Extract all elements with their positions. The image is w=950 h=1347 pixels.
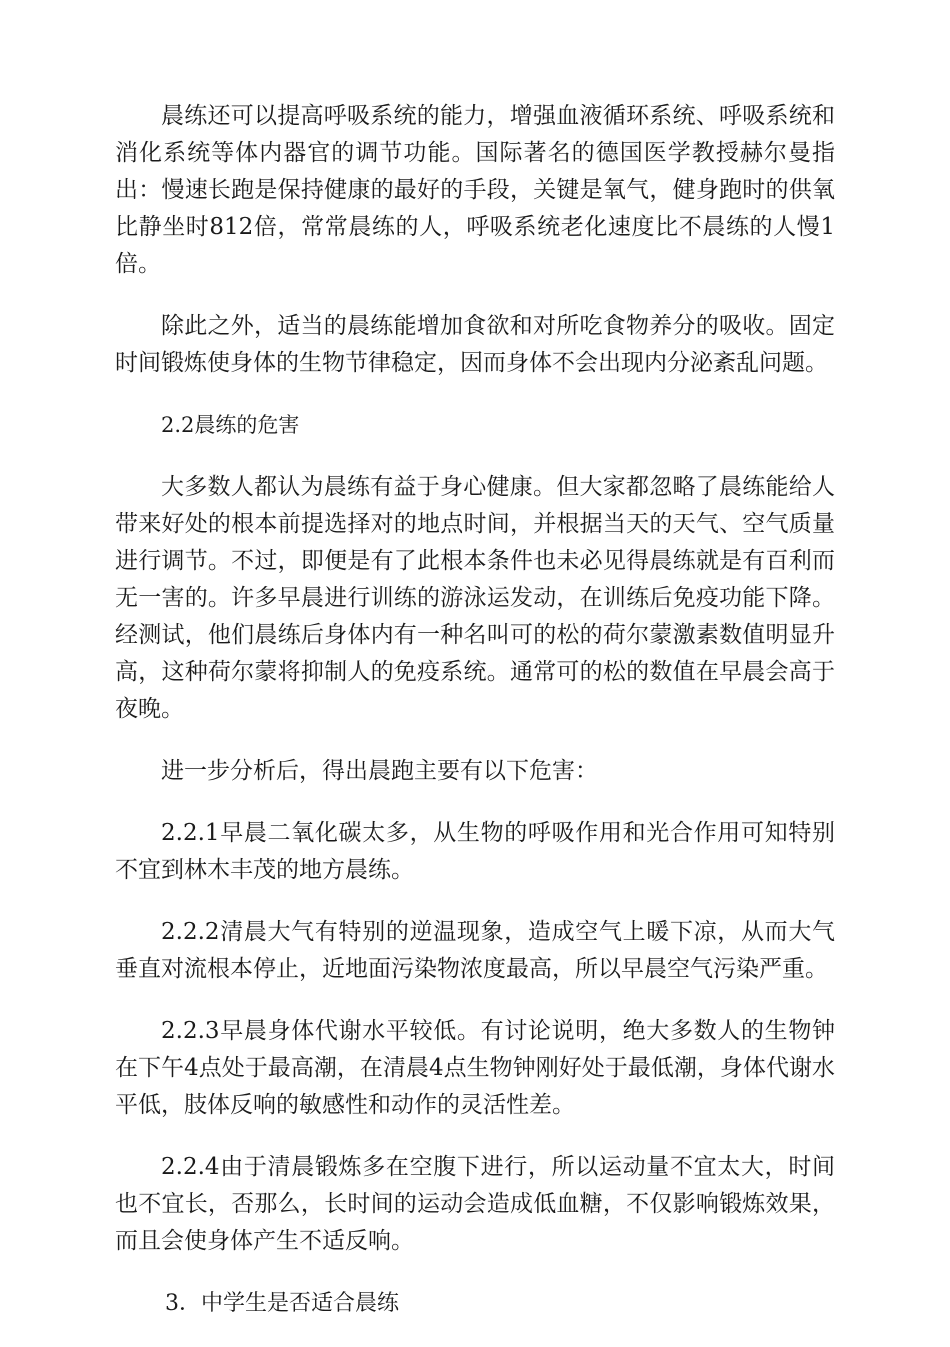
paragraph-2-2-1: 2.2.1早晨二氧化碳太多，从生物的呼吸作用和光合作用可知特别不宜到林木丰茂的地方晨练。 bbox=[115, 820, 835, 883]
paragraph-harm-intro: 进一步分析后，得出晨跑主要有以下危害： bbox=[161, 758, 598, 784]
paragraph-respiratory-benefits: 晨练还可以提高呼吸系统的能力，增强血液循环系统、呼吸系统和消化系统等体内器官的调节功能。国际著名的德国医学教授赫尔曼指出：慢速长跑是保持健康的最好的手段，关键是氧气，健身跑时的供氧比静坐时812倍，常常晨练的人，呼吸系统老化速度比不晨练的人慢1倍。 bbox=[115, 103, 835, 277]
paragraph-harm-overview: 大多数人都认为晨练有益于身心健康。但大家都忽略了晨练能给人带来好处的根本前提选择对的地点时间，并根据当天的天气、空气质量进行调节。不过，即便是有了此根本条件也未必见得晨练就是有百利而无一害的。许多早晨进行训练的游泳运发动，在训练后免疫功能下降。经测试，他们晨练后身体内有一种名叫可的松的荷尔蒙激素数值明显升高，这种荷尔蒙将抑制人的免疫系统。通常可的松的数值在早晨会高于夜晚。 bbox=[115, 474, 835, 722]
paragraph-2-2-3: 2.2.3早晨身体代谢水平较低。有讨论说明，绝大多数人的生物钟在下午4点处于最高潮，在清晨4点生物钟刚好处于最低潮，身体代谢水平低，肢体反响的敏感性和动作的灵活性差。 bbox=[115, 1018, 835, 1118]
paragraph-2-2-2: 2.2.2清晨大气有特别的逆温现象，造成空气上暖下凉，从而大气垂直对流根本停止，近地面污染物浓度最高，所以早晨空气污染严重。 bbox=[115, 919, 835, 982]
paragraph-appetite-benefits: 除此之外，适当的晨练能增加食欲和对所吃食物养分的吸收。固定时间锻炼使身体的生物节律稳定，因而身体不会出现内分泌紊乱问题。 bbox=[115, 313, 835, 376]
paragraph-2-2-4: 2.2.4由于清晨锻炼多在空腹下进行，所以运动量不宜太大，时间也不宜长，否那么，长时间的运动会造成低血糖，不仅影响锻炼效果，而且会使身体产生不适反响。 bbox=[115, 1154, 835, 1254]
document-page bbox=[115, 98, 835, 1347]
section-heading-3: 3．中学生是否适合晨练 bbox=[165, 1291, 399, 1316]
section-heading-2-2: 2.2晨练的危害 bbox=[161, 413, 300, 437]
